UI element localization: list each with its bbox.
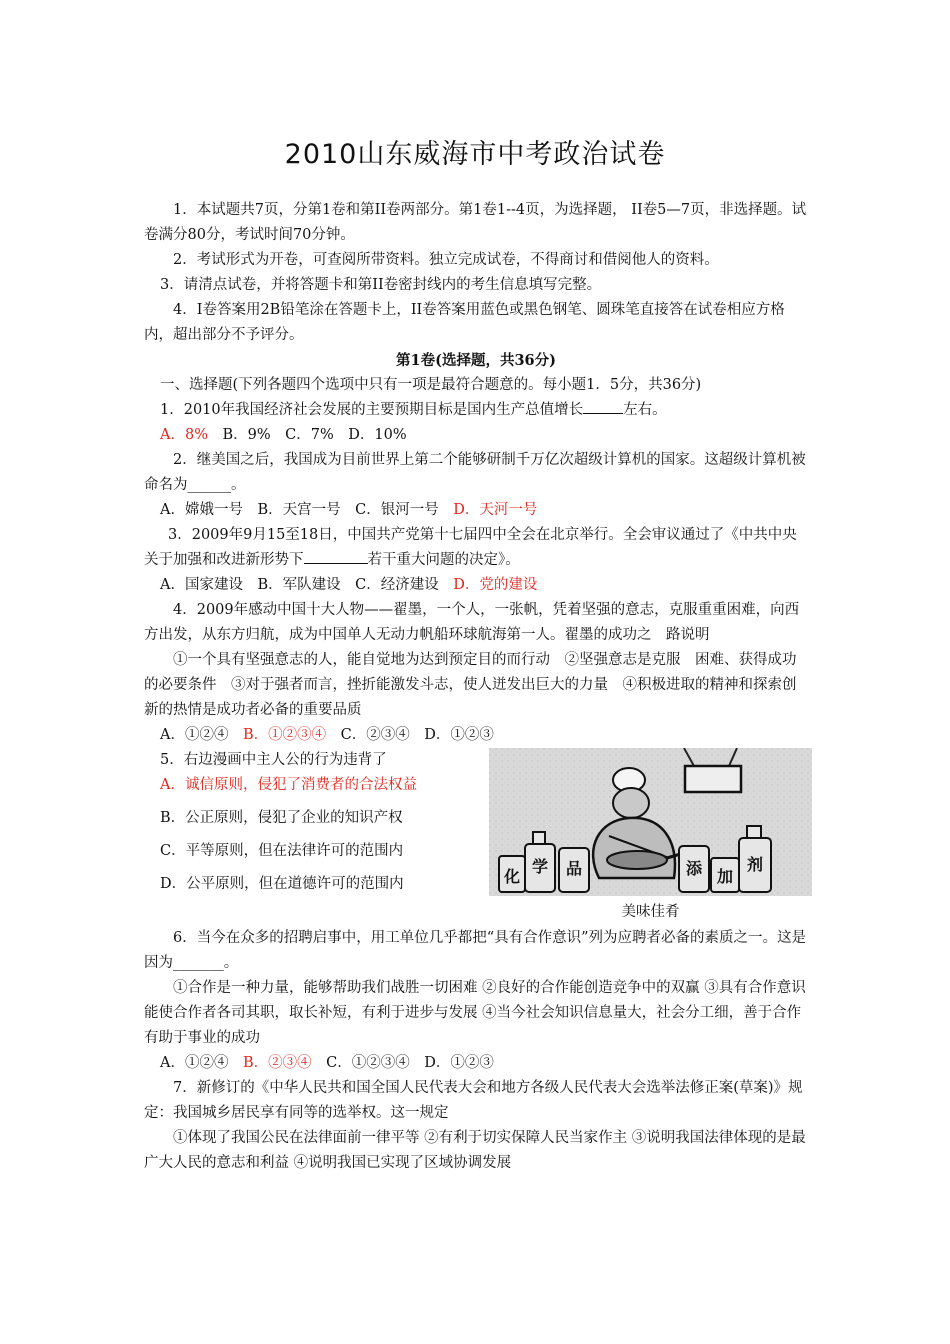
question-7: 7．新修订的《中华人民共和国全国人民代表大会和地方各级人民代表大会选举法修正案(草案)》规定：我国城乡居民享有同等的选举权。这一规定	[144, 1080, 803, 1121]
question-5	[144, 748, 808, 922]
section-intro: 一、选择题(下列各题四个选项中只有一项是最符合题意的。每小题1．5分，共36分)	[160, 377, 702, 393]
q4-items: ①一个具有坚强意志的人，能自觉地为达到预定目的而行动 ②坚强意志是克服 困难、获得成功的必要条件 ③对于强者而言，挫折能激发斗志，使人迸发出巨大的力量 ④积极进取的精神和探索创新的热情是成功者必备的重要品质	[144, 652, 797, 718]
q1-blank	[583, 399, 623, 414]
q3-stem-b: 若干重大问题的决定》。	[367, 552, 520, 568]
q6-options	[144, 1051, 808, 1076]
q3-options	[144, 573, 808, 598]
cartoon-label-1: 化	[503, 867, 521, 886]
q5-stem: 5．右边漫画中主人公的行为违背了	[160, 752, 387, 768]
question-6: 6．当今在众多的招聘启事中，用工单位几乎都把“具有合作意识”列为应聘者必备的素质之一。这是因为_______。	[144, 930, 807, 971]
cartoon-label-6: 剂	[746, 855, 764, 874]
q1-stem-b: 左右。	[623, 402, 667, 418]
question-2: 2．继美国之后，我国成为目前世界上第二个能够研制千万亿次超级计算机的国家。这超级计算机被命名为______。	[144, 452, 806, 493]
q3-options-text: A．国家建设 B．军队建设 C．经济建设	[160, 577, 439, 593]
q5-answer: A．诚信原则，侵犯了消费者的合法权益	[160, 777, 417, 793]
bottle-2-neck	[533, 832, 545, 844]
cartoon-label-5: 加	[716, 867, 734, 886]
instruction-3: 3．请清点试卷，并将答题卡和第II卷密封线内的考生信息填写完整。	[160, 277, 602, 293]
q6-option-a: A．①②④	[160, 1055, 229, 1071]
q1-options	[144, 423, 808, 448]
instruction-4: 4．I卷答案用2B铅笔涂在答题卡上，II卷答案用蓝色或黑色钢笔、圆珠笔直接答在试卷相应方格内，超出部分不予评分。	[144, 302, 785, 343]
q2-answer: D．天河一号	[453, 502, 538, 518]
cartoon-label-4: 添	[685, 859, 703, 878]
question-3	[144, 523, 808, 573]
instruction-2: 2．考试形式为开卷，可查阅所带资料。独立完成试卷，不得商讨和借阅他人的资料。	[173, 252, 719, 268]
q7-items: ①体现了我国公民在法律面前一律平等 ②有利于切实保障人民当家作主 ③说明我国法律体现的是最广大人民的意志和利益 ④说明我国已实现了区域协调发展	[144, 1130, 806, 1171]
q1-answer: A．8%	[160, 427, 208, 443]
hanging-sign	[685, 766, 741, 792]
q6-answer: B．②③④	[242, 1055, 312, 1071]
cartoon-image	[489, 748, 812, 896]
q3-stem-a: 3．2009年9月15至18日，中国共产党第十七届四中全会在北京举行。全会审议通过了《中共中央关于加强和改进新形势下	[144, 527, 797, 568]
cartoon-label-3: 品	[565, 859, 583, 878]
bottle-6-neck	[747, 826, 761, 838]
q2-options-text: A．嫦娥一号 B．天宫一号 C．银河一号	[160, 502, 439, 518]
page-title: 2010山东威海市中考政治试卷	[284, 139, 666, 170]
question-1	[144, 398, 808, 423]
q2-options	[144, 498, 808, 523]
q3-answer: D．党的建设	[453, 577, 538, 593]
q3-blank	[304, 549, 368, 564]
frying-pan	[607, 851, 667, 869]
q4-options	[144, 723, 808, 748]
q6-items: ①合作是一种力量，能够帮助我们战胜一切困难 ②良好的合作能创造竞争中的双赢 ③具有合作意识能使合作者各司其职，取长补短，有利于进步与发展 ④当今社会知识信息量大，社会分工细，善于合作有助于事业的成功	[144, 980, 806, 1046]
cartoon-label-2: 学	[531, 857, 549, 876]
q4-options-rest: C．②③④ D．①②③	[340, 727, 494, 743]
chef-head	[613, 788, 649, 818]
q6-options-rest: C．①②③④ D．①②③	[326, 1055, 494, 1071]
q5-option-d: D．公平原则，但在道德许可的范围内	[160, 876, 404, 892]
cartoon-caption: 美味佳肴	[621, 904, 680, 920]
q5-option-c: C．平等原则，但在法律许可的范围内	[160, 843, 404, 859]
q1-stem-a: 1．2010年我国经济社会发展的主要预期目标是国内生产总值增长	[160, 402, 584, 418]
q4-answer: B．①②③④	[242, 727, 327, 743]
question-4: 4．2009年感动中国十大人物——翟墨，一个人，一张帆，凭着坚强的意志，克服重重困难，向西方出发，从东方归航，成为中国单人无动力帆船环球航海第一人。翟墨的成功之 路说明	[144, 602, 800, 643]
q4-option-a: A．①②④	[160, 727, 229, 743]
section-title: 第1卷(选择题，共36分)	[396, 352, 556, 369]
q5-text-column	[144, 748, 484, 905]
exam-content	[144, 198, 808, 1176]
instruction-1: 1．本试题共7页，分第1卷和第II卷两部分。第1卷1--4页，为选择题， II卷5—7页，非选择题。试卷满分80分，考试时间70分钟。	[144, 202, 807, 243]
q5-option-b: B．公正原则，侵犯了企业的知识产权	[160, 810, 403, 826]
q1-options-rest: B．9% C．7% D．10%	[222, 427, 407, 443]
